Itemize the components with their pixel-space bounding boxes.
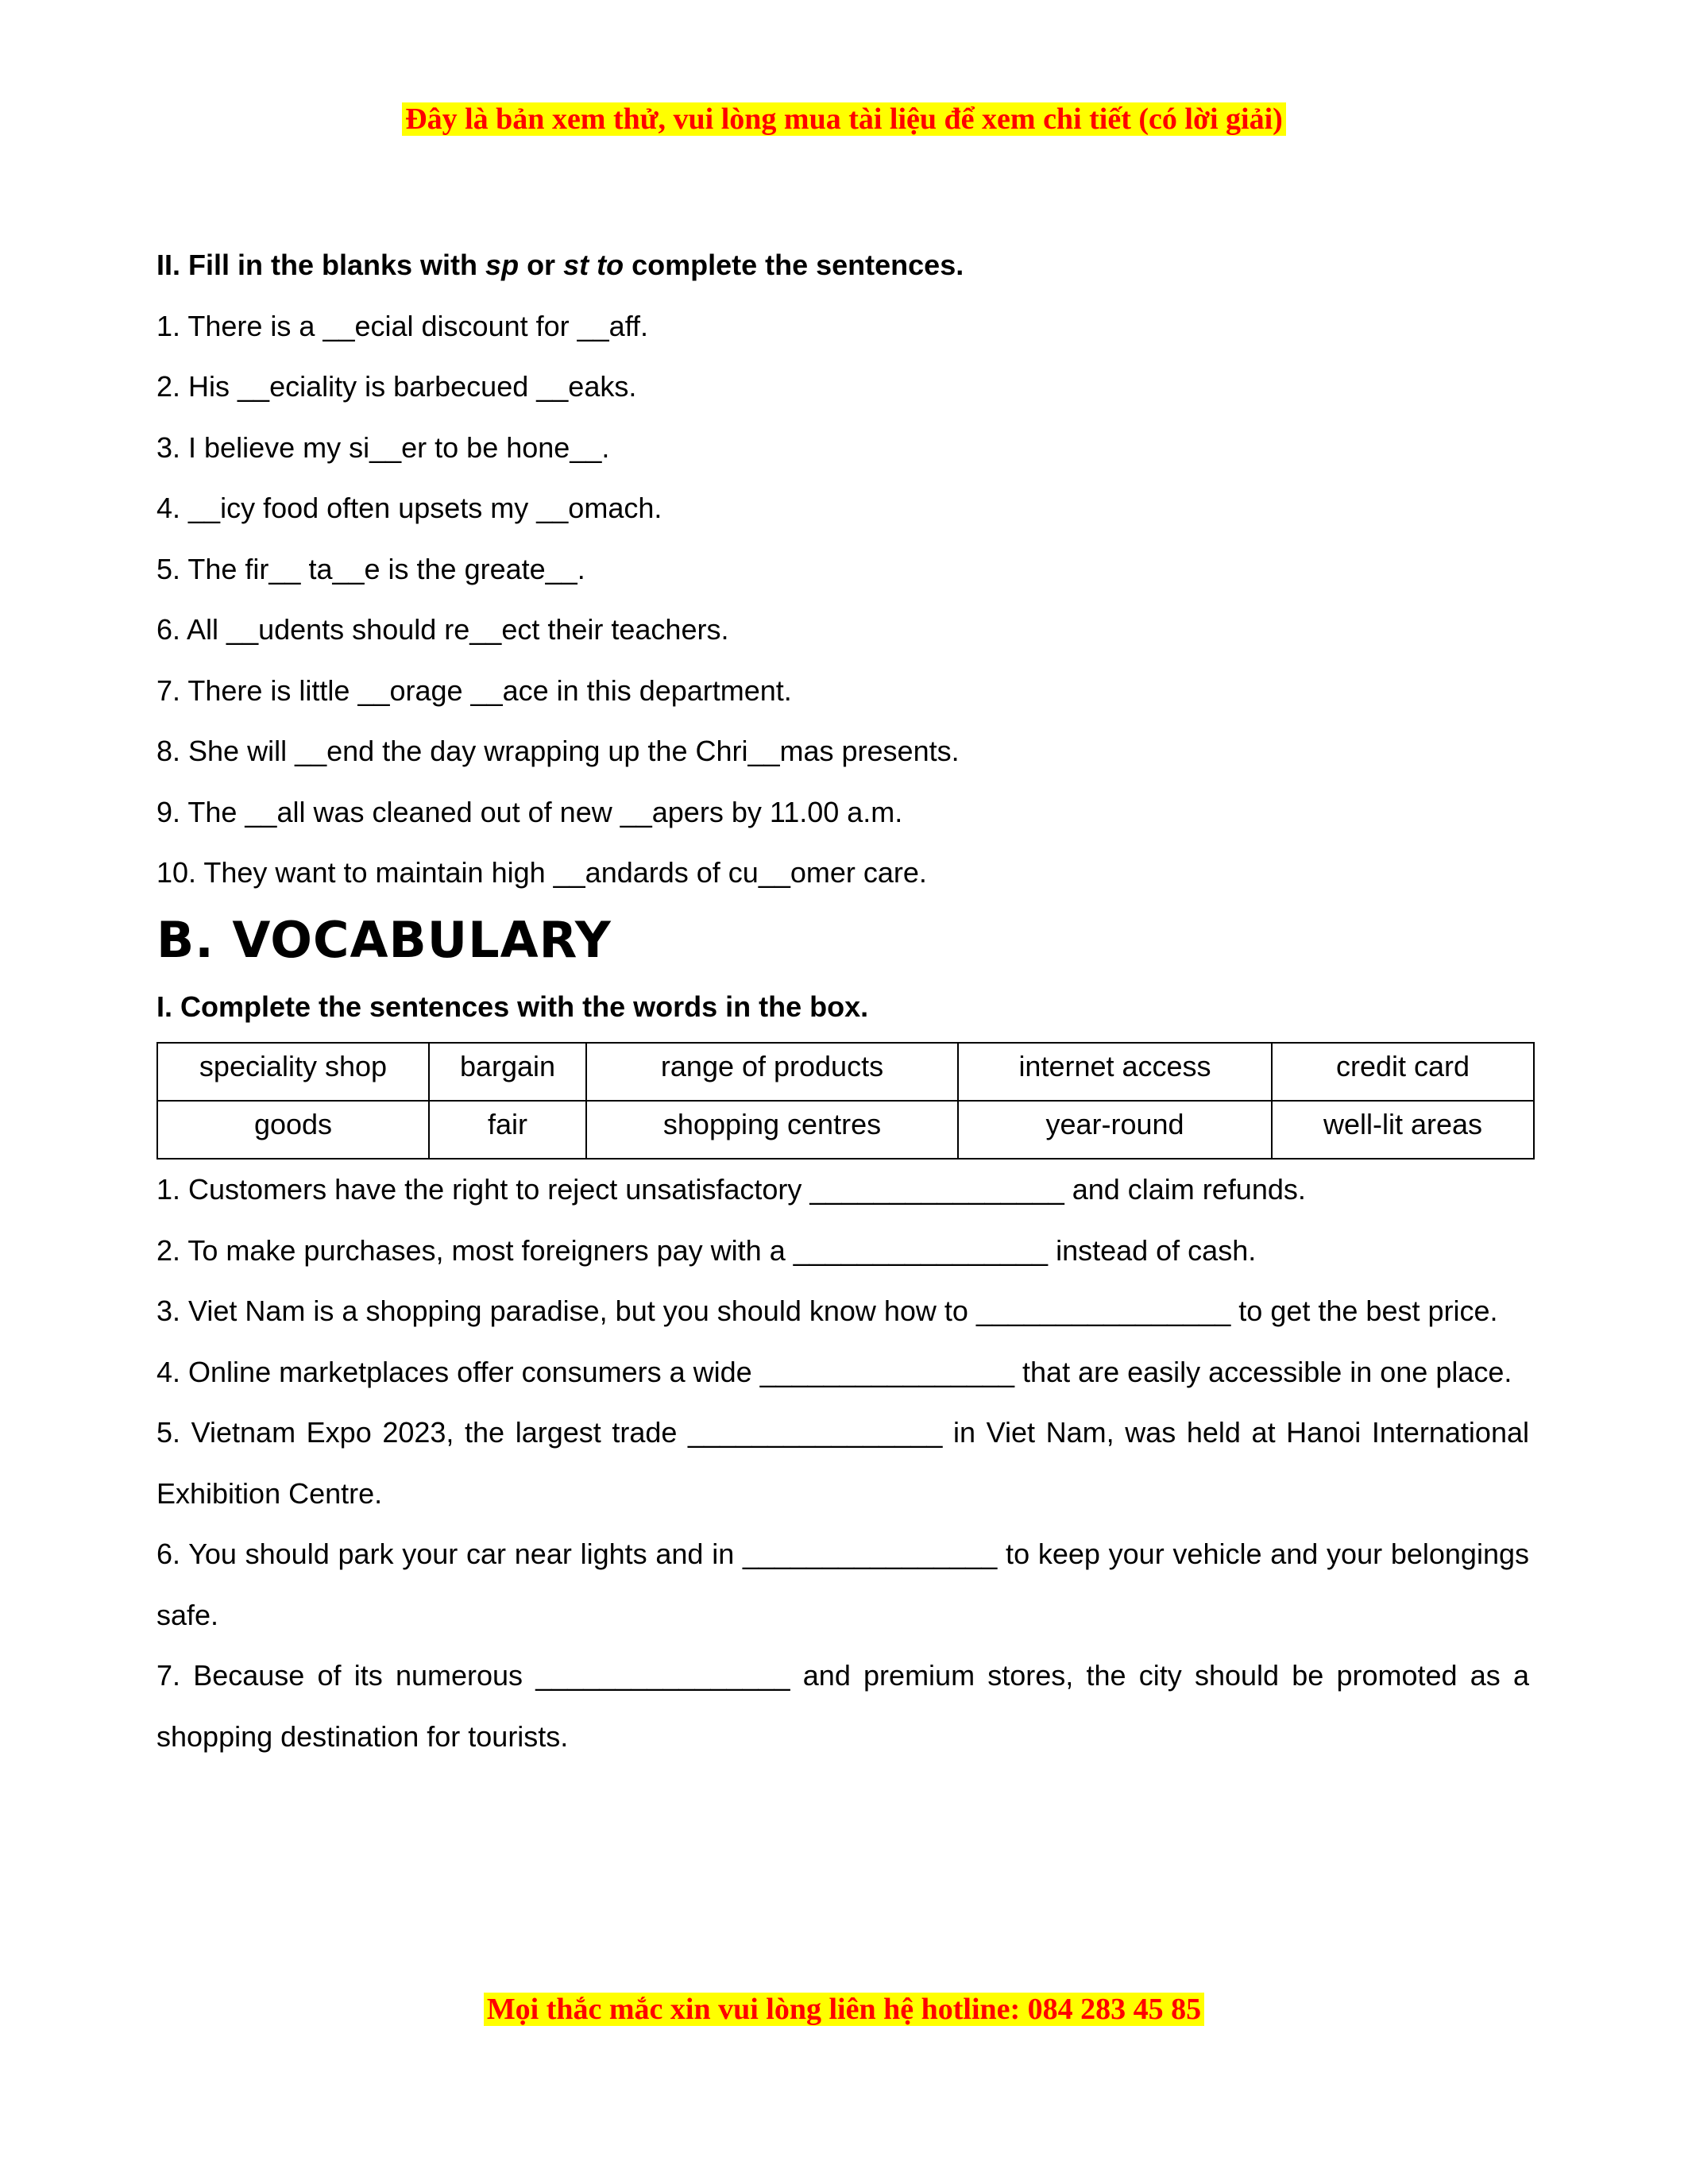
vocabulary-item: 2. To make purchases, most foreigners pay with a ________________ instead of cash. [156,1233,1257,1267]
preview-notice-banner [0,102,1688,137]
exercise-2-item: 8. She will __end the day wrapping up the Chri__mas presents. [156,735,960,767]
vocabulary-item: 5. Vietnam Expo 2023, the largest trade ________________ in Viet Nam, was held at Hanoi International Exhibition Centre. [156,1416,1529,1510]
exercise-2-item: 7. There is little __orage __ace in this department. [156,673,792,707]
exercise-2-item: 9. The __all was cleaned out of new __apers by 11.00 a.m. [156,795,903,828]
word-box-row [157,1043,1534,1101]
word-box-cell: shopping centres [586,1101,958,1159]
vocabulary-item: 4. Online marketplaces offer consumers a wide ________________ that are easily accessible in one place. [156,1355,1512,1388]
exercise-2-item: 2. His __eciality is barbecued __eaks. [156,370,637,403]
heading-st: st to [563,249,624,281]
word-box-cell: range of products [586,1043,958,1101]
exercise-2-item: 1. There is a __ecial discount for __aff. [156,309,649,342]
exercise-2-item: 10. They want to maintain high __andards of cu__omer care. [156,856,927,889]
word-box-table [156,1042,1535,1160]
vocabulary-exercise-1-heading: I. Complete the sentences with the words in the box. [156,990,869,1023]
heading-sp: sp [485,249,520,281]
word-box-cell: speciality shop [157,1043,429,1101]
exercise-2-item: 3. I believe my si__er to be hone__. [156,430,610,464]
word-box-row [157,1101,1534,1159]
heading-part: or [519,249,564,281]
heading-part: II. Fill in the blanks with [156,249,486,281]
word-box-cell: internet access [958,1043,1272,1101]
exercise-2-item: 5. The fir__ ta__e is the greate__. [156,552,585,585]
word-box-cell: fair [429,1101,586,1159]
word-box-cell: well-lit areas [1272,1101,1534,1159]
vocabulary-item: 7. Because of its numerous ________________ and premium stores, the city should be promoted as a shopping destination for tourists. [156,1659,1529,1753]
vocabulary-item: 6. You should park your car near lights and in ________________ to keep your vehicle and your belongings safe. [156,1538,1529,1631]
word-box-cell: credit card [1272,1043,1534,1101]
vocabulary-item: 1. Customers have the right to reject unsatisfactory ________________ and claim refunds. [156,1173,1306,1206]
word-box-cell: year-round [958,1101,1272,1159]
exercise-2-item: 6. All __udents should re__ect their teachers. [156,613,729,646]
hotline-text: Mọi thắc mắc xin vui lòng liên hệ hotline: 084 283 45 85 [484,1993,1204,2026]
exercise-2-item: 4. __icy food often upsets my __omach. [156,492,662,524]
document-body [156,235,1529,1767]
preview-notice-text: Đây là bản xem thử, vui lòng mua tài liệu để xem chi tiết (có lời giải) [402,102,1286,136]
heading-part: complete the sentences. [624,249,964,281]
word-box-cell: bargain [429,1043,586,1101]
word-box-cell: goods [157,1101,429,1159]
exercise-2-heading [156,235,1529,296]
vocabulary-item: 3. Viet Nam is a shopping paradise, but you should know how to ________________ to get the best price. [156,1295,1498,1327]
section-b-title: B. VOCABULARY [156,910,612,969]
hotline-banner [0,1992,1688,2027]
